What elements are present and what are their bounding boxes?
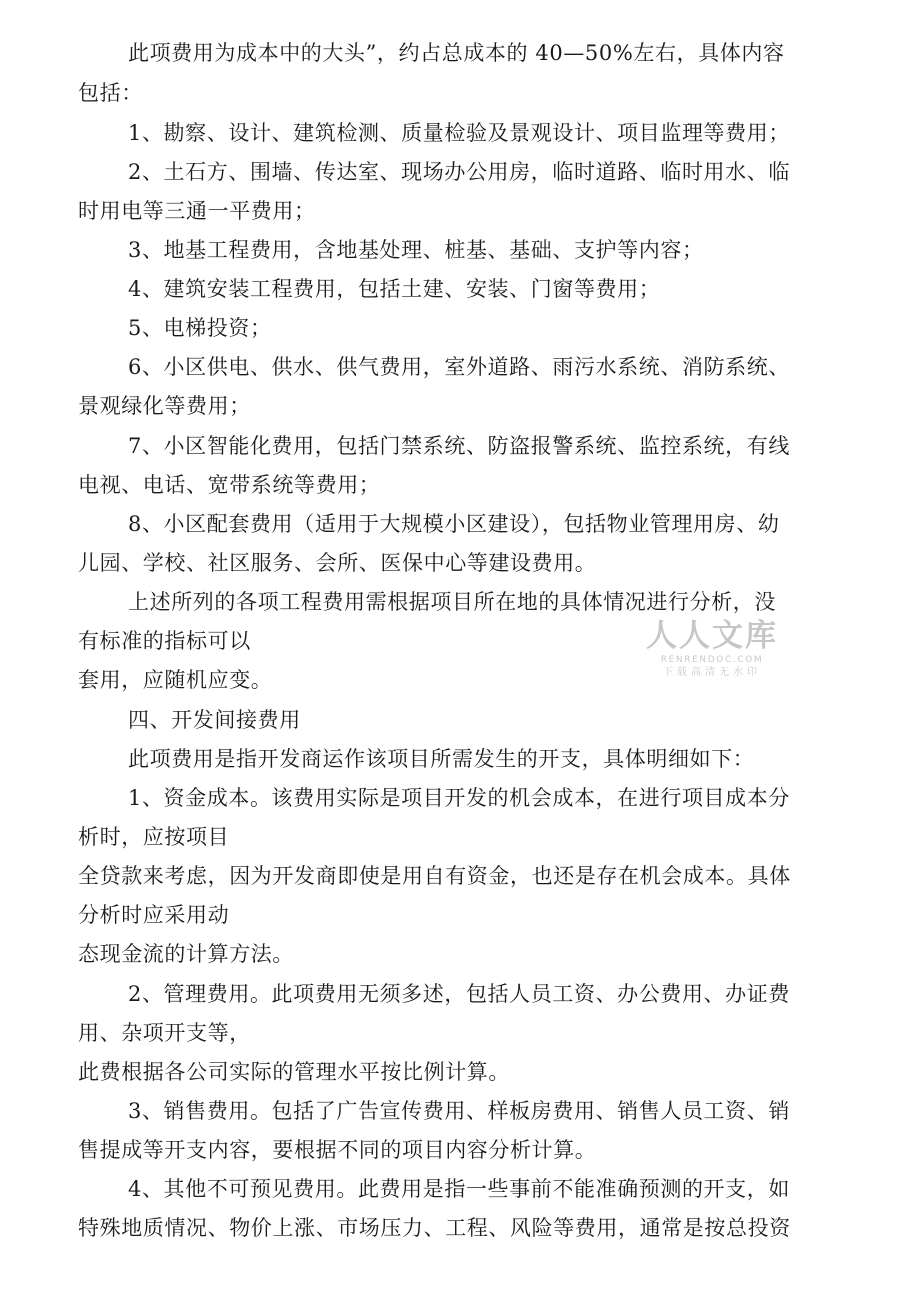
paragraph-line: 此项费用是指开发商运作该项目所需发生的开支，具体明细如下：	[128, 747, 755, 771]
list-item-continuation: 电视、电话、宽带系统等费用；	[78, 473, 381, 497]
paragraph-line: 包括：	[78, 81, 143, 105]
list-item: 4、其他不可预见费用。此费用是指一些事前不能准确预测的开支，如	[128, 1177, 790, 1201]
list-item-continuation: 儿园、学校、社区服务、会所、医保中心等建设费用。	[78, 551, 597, 575]
paragraph-line: 套用，应随机应变。	[78, 668, 273, 692]
list-item-continuation: 用、杂项开支等，	[78, 1021, 251, 1045]
list-item-continuation: 析时，应按项目	[78, 825, 230, 849]
list-item-continuation: 特殊地质情况、物价上涨、市场压力、工程、风险等费用，通常是按总投资	[78, 1216, 791, 1240]
list-item-continuation: 全贷款来考虑，因为开发商即使是用自有资金，也还是存在机会成本。具体	[78, 864, 791, 888]
section-heading: 四、开发间接费用	[128, 708, 301, 732]
list-item-continuation: 此费根据各公司实际的管理水平按比例计算。	[78, 1060, 510, 1084]
list-item: 1、勘察、设计、建筑检测、质量检验及景观设计、项目监理等费用；	[128, 121, 790, 145]
list-item: 6、小区供电、供水、供气费用，室外道路、雨污水系统、消防系统、	[128, 355, 790, 379]
list-item-continuation: 售提成等开支内容，要根据不同的项目内容分析计算。	[78, 1138, 597, 1162]
list-item: 1、资金成本。该费用实际是项目开发的机会成本，在进行项目成本分	[128, 786, 790, 810]
list-item: 7、小区智能化费用，包括门禁系统、防盗报警系统、监控系统，有线	[128, 434, 790, 458]
list-item: 8、小区配套费用（适用于大规模小区建设），包括物业管理用房、幼	[128, 512, 780, 536]
list-item: 3、销售费用。包括了广告宣传费用、样板房费用、销售人员工资、销	[128, 1099, 790, 1123]
watermark-title: 人人文库	[646, 618, 778, 654]
list-item: 2、土石方、围墙、传达室、现场办公用房，临时道路、临时用水、临	[128, 160, 790, 184]
paragraph-line: 上述所列的各项工程费用需根据项目所在地的具体情况进行分析，没	[128, 590, 776, 614]
watermark-subtitle: 下载高清无水印	[663, 667, 761, 678]
list-item-continuation: 态现金流的计算方法。	[78, 942, 294, 966]
list-item: 2、管理费用。此项费用无须多述，包括人员工资、办公费用、办证费	[128, 982, 790, 1006]
list-item-continuation: 时用电等三通一平费用；	[78, 199, 316, 223]
paragraph-line: 此项费用为成本中的大头”，约占总成本的 40—50%左右，具体内容	[128, 41, 785, 65]
list-item-continuation: 景观绿化等费用；	[78, 394, 251, 418]
list-item-continuation: 分析时应采用动	[78, 903, 230, 927]
list-item: 4、建筑安装工程费用，包括土建、安装、门窗等费用；	[128, 277, 661, 301]
list-item: 3、地基工程费用，含地基处理、桩基、基础、支护等内容；	[128, 238, 704, 262]
paragraph-line: 有标准的指标可以	[78, 629, 251, 653]
list-item: 5、电梯投资；	[128, 316, 272, 340]
watermark-logo	[642, 618, 782, 679]
watermark-url: RENRENDOC.COM	[660, 655, 764, 665]
